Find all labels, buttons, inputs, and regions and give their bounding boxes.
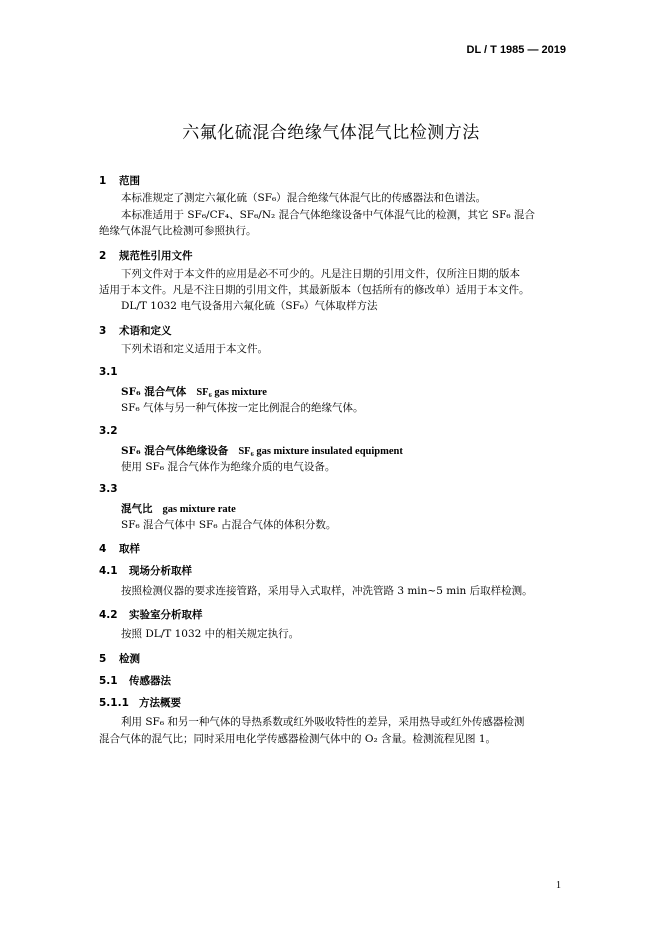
term-definition: SF₆ 混合气体中 SF₆ 占混合气体的体积分数。 bbox=[121, 519, 337, 531]
section-title: 检测 bbox=[119, 653, 140, 665]
paragraph: 下列术语和定义适用于本文件。 bbox=[121, 343, 268, 355]
subsection-4-1-heading bbox=[99, 563, 192, 578]
section-number: 5 bbox=[99, 653, 107, 665]
term-number: 3.3 bbox=[99, 483, 118, 495]
section-4-heading bbox=[99, 541, 140, 556]
subsection-5-1-1-heading bbox=[99, 695, 181, 710]
reference-entry: DL/T 1032 电气设备用六氟化硫（SF₆）气体取样方法 bbox=[121, 300, 378, 312]
term-zh: SF₆ 混合气体 bbox=[121, 386, 187, 398]
paragraph: 本标准适用于 SF₆/CF₄、SF₆/N₂ 混合气体绝缘设备中气体混气比的检测，其它 SF₆ 混合 bbox=[121, 209, 535, 221]
paragraph: 混合气体的混气比；同时采用电化学传感器检测气体中的 O₂ 含量。检测流程见图 1。 bbox=[99, 733, 497, 745]
term-en: SF₆ gas mixture bbox=[196, 387, 267, 398]
section-number: 3 bbox=[99, 325, 107, 337]
term-zh: SF₆ 混合气体绝缘设备 bbox=[121, 445, 229, 457]
section-title: 取样 bbox=[119, 543, 140, 555]
document-title: 六氟化硫混合绝缘气体混气比检测方法 bbox=[182, 123, 480, 143]
paragraph: 按照 DL/T 1032 中的相关规定执行。 bbox=[121, 628, 300, 640]
subsection-title: 方法概要 bbox=[139, 697, 181, 709]
paragraph: 适用于本文件。凡是不注日期的引用文件，其最新版本（包括所有的修改单）适用于本文件。 bbox=[99, 284, 530, 296]
subsection-title: 实验室分析取样 bbox=[129, 609, 203, 621]
subsection-number: 4.2 bbox=[99, 609, 118, 621]
subsection-title: 现场分析取样 bbox=[129, 565, 192, 577]
section-title: 术语和定义 bbox=[119, 325, 172, 337]
term-definition: SF₆ 气体与另一种气体按一定比例混合的绝缘气体。 bbox=[121, 402, 364, 414]
paragraph: 绝缘气体混气比检测可参照执行。 bbox=[99, 225, 257, 237]
section-number: 1 bbox=[99, 175, 107, 187]
page-number: 1 bbox=[556, 880, 561, 891]
subsection-number: 4.1 bbox=[99, 565, 118, 577]
term-zh: 混气比 bbox=[121, 503, 153, 515]
section-2-heading bbox=[99, 248, 193, 263]
paragraph: 下列文件对于本文件的应用是必不可少的。凡是注日期的引用文件，仅所注日期的版本 bbox=[121, 268, 520, 280]
section-title: 范围 bbox=[119, 175, 140, 187]
standard-number: DL / T 1985 — 2019 bbox=[466, 44, 566, 56]
section-title: 规范性引用文件 bbox=[119, 250, 193, 262]
term-definition: 使用 SF₆ 混合气体作为绝缘介质的电气设备。 bbox=[121, 461, 336, 473]
section-3-heading bbox=[99, 323, 172, 338]
subsection-5-1-heading bbox=[99, 673, 171, 688]
term-number: 3.1 bbox=[99, 366, 118, 378]
subsection-number: 5.1 bbox=[99, 675, 118, 687]
subsection-4-2-heading bbox=[99, 607, 203, 622]
section-5-heading bbox=[99, 651, 140, 666]
section-number: 2 bbox=[99, 250, 107, 262]
paragraph: 按照检测仪器的要求连接管路，采用导入式取样，冲洗管路 3 min~5 min 后取样检测。 bbox=[121, 585, 533, 597]
paragraph: 利用 SF₆ 和另一种气体的导热系数或红外吸收特性的差异，采用热导或红外传感器检测 bbox=[121, 716, 525, 728]
term-heading bbox=[121, 443, 403, 460]
term-heading bbox=[121, 384, 267, 401]
term-en: SF₆ gas mixture insulated equipment bbox=[238, 446, 403, 457]
subsection-title: 传感器法 bbox=[129, 675, 171, 687]
term-en: gas mixture rate bbox=[162, 504, 236, 515]
term-heading bbox=[121, 501, 236, 518]
paragraph: 本标准规定了测定六氟化硫（SF₆）混合绝缘气体混气比的传感器法和色谱法。 bbox=[121, 192, 487, 204]
subsection-number: 5.1.1 bbox=[99, 697, 129, 709]
section-1-heading bbox=[99, 173, 140, 188]
section-number: 4 bbox=[99, 543, 107, 555]
term-number: 3.2 bbox=[99, 425, 118, 437]
